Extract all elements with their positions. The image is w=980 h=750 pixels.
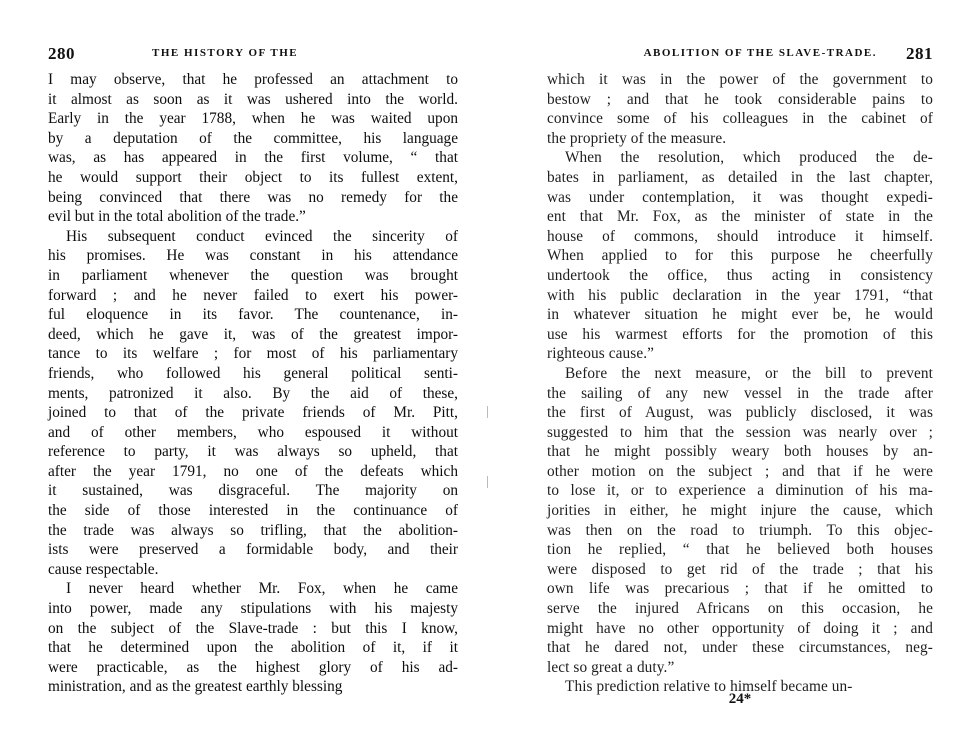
- text-line: other motion on the subject ; and that if he were: [547, 462, 933, 480]
- text-line: was, as has appeared in the first volume, “ that: [48, 149, 458, 167]
- left-page-header: [48, 44, 458, 66]
- text-line: cause respectable.: [48, 560, 159, 578]
- signature-mark: 24*: [728, 691, 752, 707]
- right-page: [547, 0, 933, 750]
- gutter-speck: [487, 406, 488, 418]
- text-line: that he might possibly weary both houses by an-: [547, 443, 933, 461]
- text-line: house of commons, should introduce it himself.: [547, 227, 933, 245]
- text-line: ministration, and as the greatest earthly blessing: [48, 678, 343, 696]
- text-line: serve the injured Africans on this occasion, he: [547, 600, 933, 618]
- text-line: was then on the road to triumph. To this objec-: [547, 521, 933, 539]
- text-line: the side of those interested in the continuance of: [48, 502, 458, 520]
- text-line: being convinced that there was no remedy for the: [48, 188, 458, 206]
- text-line: ments, patronized it also. By the aid of these,: [48, 384, 458, 402]
- gutter-speck: [487, 476, 488, 488]
- text-line: the propriety of the measure.: [547, 129, 727, 147]
- right-running-head: ABOLITION OF THE SLAVE-TRADE.: [643, 47, 877, 59]
- text-line: in parliament whenever the question was brought: [48, 266, 458, 284]
- text-line: to lose it, or to experience a diminution of his ma-: [547, 482, 933, 500]
- text-line: jorities in either, he might injure the cause, which: [547, 502, 933, 520]
- text-line: which it was in the power of the government to: [547, 71, 933, 88]
- text-line: Early in the year 1788, when he was waited upon: [48, 110, 458, 128]
- text-line: This prediction relative to himself became un-: [565, 678, 853, 696]
- text-line: in whatever situation he might ever be, he would: [547, 306, 933, 324]
- text-line: after the year 1791, no one of the defeats which: [48, 462, 458, 480]
- text-line: evil but in the total abolition of the trade.”: [48, 208, 306, 226]
- text-line: deed, which he gave it, was of the greatest impor-: [48, 325, 458, 343]
- text-line: suggested to him that the session was nearly over ;: [547, 423, 933, 441]
- left-running-head: THE HISTORY OF THE: [152, 47, 299, 59]
- text-line: it sustained, was disgraceful. The majority on: [48, 482, 458, 500]
- right-page-number: 281: [906, 44, 933, 63]
- text-line: tion he replied, “ that he believed both houses: [547, 541, 933, 559]
- text-line: friends, who followed his general political senti-: [48, 364, 458, 382]
- left-page-number: 280: [48, 44, 75, 63]
- text-line: bates in parliament, as detailed in the last chapter,: [547, 168, 933, 186]
- text-line: on the subject of the Slave-trade : but this I know,: [48, 619, 458, 637]
- text-line: I may observe, that he professed an attachment to: [48, 71, 458, 88]
- text-line: that he determined upon the abolition of it, if it: [48, 639, 458, 657]
- right-page-header: [547, 44, 933, 66]
- right-page-text: [547, 70, 933, 697]
- text-line: and of other members, who espoused it without: [48, 423, 458, 441]
- text-line: Before the next measure, or the bill to prevent: [565, 364, 933, 382]
- text-line: When the resolution, which produced the de-: [565, 149, 933, 167]
- text-line: the sailing of any new vessel in the trade after: [547, 384, 933, 402]
- text-line: the trade was always so trifling, that the abolition-: [48, 521, 458, 539]
- text-line: righteous cause.”: [547, 345, 655, 363]
- text-line: it almost as soon as it was ushered into the world.: [48, 90, 458, 108]
- left-page: [48, 0, 458, 750]
- text-line: ent that Mr. Fox, as the minister of state in the: [547, 208, 933, 226]
- text-line: ists were preserved a formidable body, and their: [48, 541, 458, 559]
- text-line: by a deputation of the committee, his language: [48, 129, 458, 147]
- text-line: I never heard whether Mr. Fox, when he came: [66, 580, 458, 598]
- text-line: undertook the office, thus acting in consistency: [547, 266, 933, 284]
- text-line: that he dared not, under these circumstances, neg-: [547, 639, 933, 657]
- text-line: forward ; and he never failed to exert his power-: [48, 286, 458, 304]
- text-line: was under contemplation, it was thought expedi-: [547, 188, 933, 206]
- text-line: When applied to for this purpose he cheerfully: [547, 247, 933, 265]
- text-line: with his public declaration in the year 1791, “that: [547, 286, 933, 304]
- text-line: joined to that of the private friends of Mr. Pitt,: [48, 404, 458, 422]
- text-line: into power, made any stipulations with his majesty: [48, 600, 458, 618]
- text-line: use his warmest efforts for the promotion of this: [547, 325, 933, 343]
- text-line: convince some of his colleagues in the cabinet of: [547, 110, 933, 128]
- text-line: he would support their object to its fullest extent,: [48, 168, 458, 186]
- text-line: the first of August, was publicly disclosed, it was: [547, 404, 933, 422]
- text-line: were disposed to get rid of the trade ; that his: [547, 560, 933, 578]
- text-line: lect so great a duty.”: [547, 658, 675, 676]
- text-line: might have no other opportunity of doing it ; and: [547, 619, 933, 637]
- text-line: ful eloquence in its favor. The countenance, in-: [48, 306, 458, 324]
- text-line: His subsequent conduct evinced the sincerity of: [66, 227, 458, 245]
- text-line: own life was precarious ; that if he omitted to: [547, 580, 933, 598]
- text-line: bestow ; and that he took considerable pains to: [547, 90, 933, 108]
- text-line: tance to its welfare ; for most of his parliamentary: [48, 345, 458, 363]
- text-line: reference to party, it was always so upheld, that: [48, 443, 458, 461]
- text-line: were practicable, as the highest glory of his ad-: [48, 658, 458, 676]
- left-page-text: [48, 70, 458, 697]
- text-line: his promises. He was constant in his attendance: [48, 247, 458, 265]
